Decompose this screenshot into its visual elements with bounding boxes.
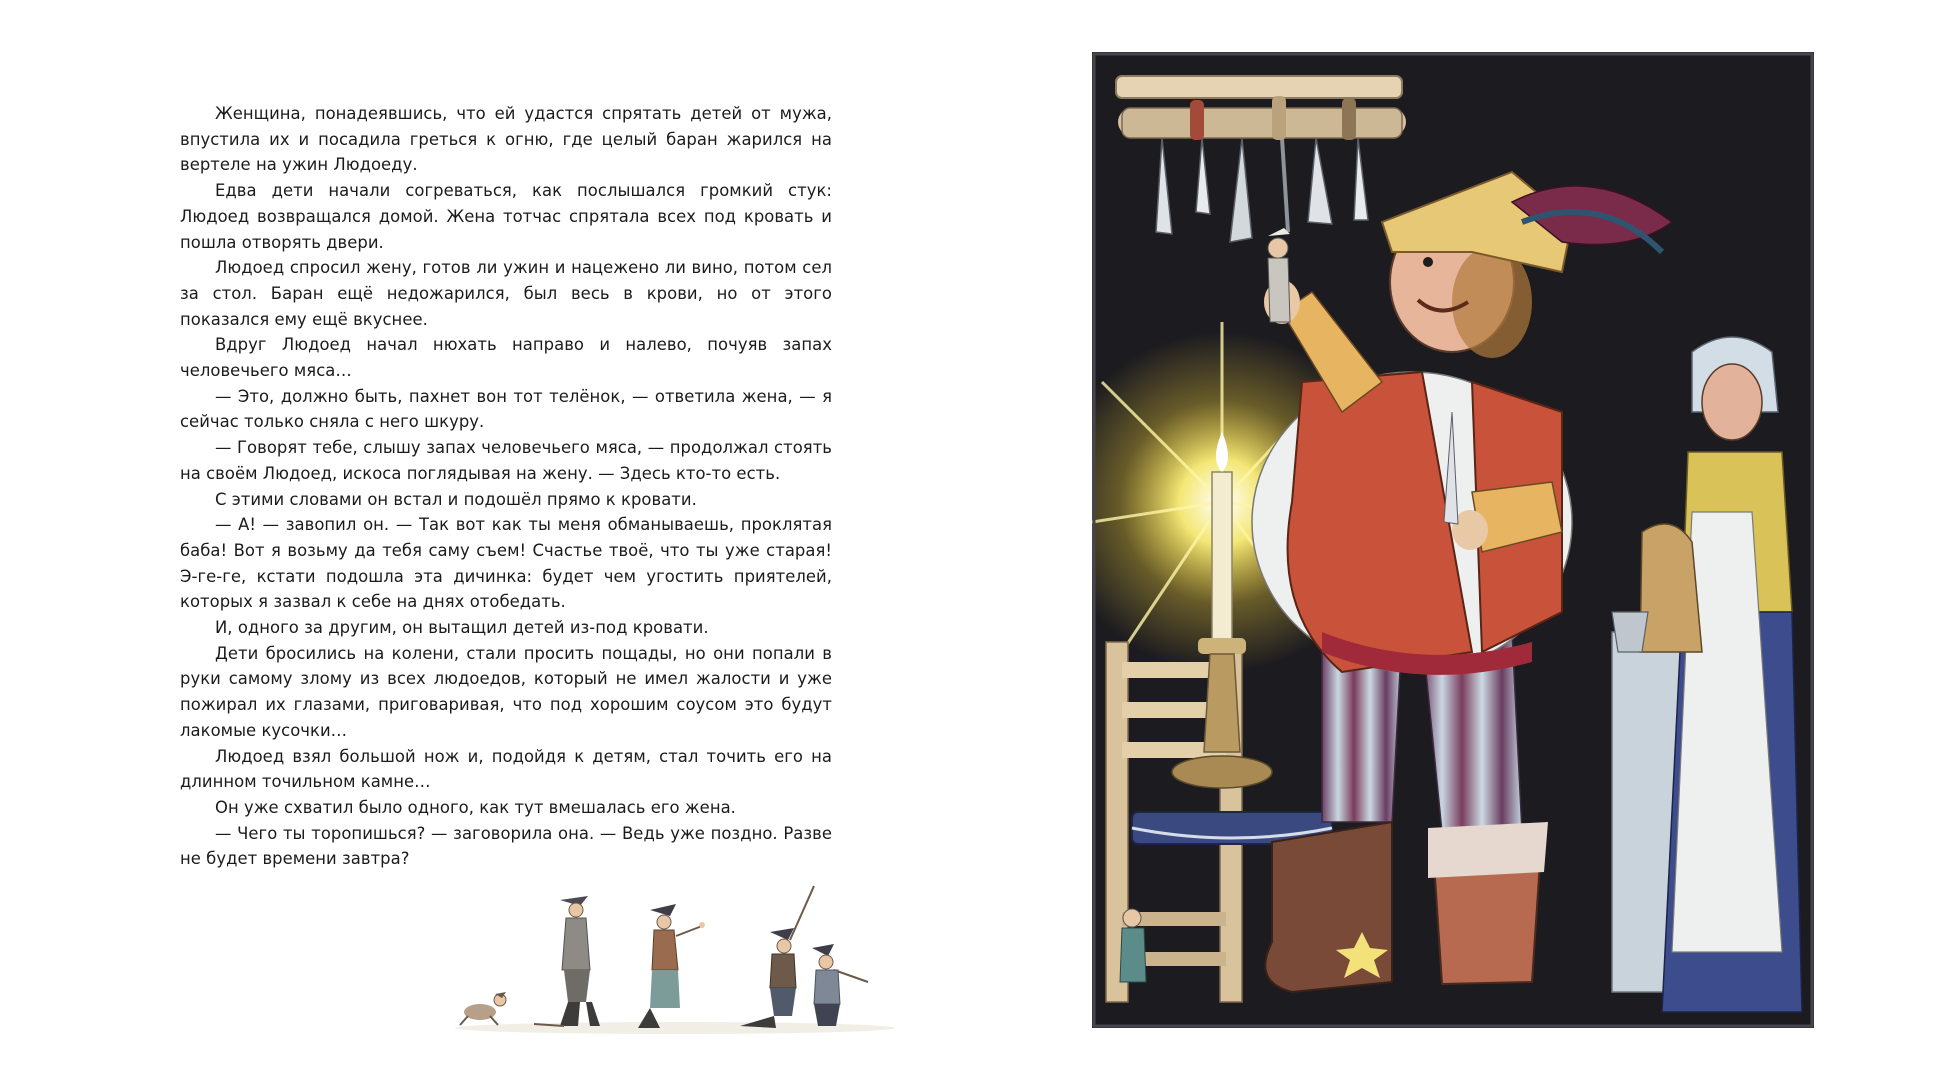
reaching-children-figures xyxy=(740,886,868,1028)
kneeling-child-figure xyxy=(534,896,600,1026)
paragraph-5: — Это, должно быть, пахнет вон тот телёнок, — ответила жена, — я сейчас только сняла с него шкуру. xyxy=(180,386,832,432)
paragraph-10: Дети бросились на колени, стали просить пощады, но они попали в руки самому злому из всех людоедов, который не имел жалости и уже пожирал их глазами, приговаривая, что под хорошим соусом это будут лакомые кусочки… xyxy=(180,643,832,740)
ogre-kitchen-illustration xyxy=(1092,52,1814,1028)
kneeling-children-illustration xyxy=(440,870,910,1040)
paragraph-3: Людоед спросил жену, готов ли ужин и нацежено ли вино, потом сел за стол. Баран ещё недожарился, был весь в крови, но от этого показался ему ещё вкуснее. xyxy=(180,258,832,329)
paragraph-2: Едва дети начали согреваться, как послышался громкий стук: Людоед возвращался домой. Жена тотчас спрятала всех под кровать и пошла отворять двери. xyxy=(180,181,832,252)
paragraph-6: — Говорят тебе, слышу запах человечьего мяса, — продолжал стоять на своём Людоед, искоса поглядывая на жену. — Здесь кто-то есть. xyxy=(180,438,832,483)
paragraph-11: Людоед взял большой нож и, подойдя к детям, стал точить его на длинном точильном камне… xyxy=(180,746,832,792)
crawling-child-figure xyxy=(460,992,506,1025)
story-text xyxy=(180,101,832,872)
paragraph-13: — Чего ты торопишься? — заговорила она. — Ведь уже поздно. Разве не будет времени завтра? xyxy=(180,823,832,869)
paragraph-8: — А! — завопил он. — Так вот как ты меня обманываешь, проклятая баба! Вот я возьму да тебя саму съем! Счастье твоё, что ты уже старая! Э-ге-ге, кстати подошла эта дичинка: будет чем угостить приятелей, которых я зазвал к себе на днях отобедать. xyxy=(180,515,832,612)
paragraph-7: С этими словами он встал и подошёл прямо к кровати. xyxy=(215,489,697,509)
paragraph-1: Женщина, понадеявшись, что ей удастся спрятать детей от мужа, впустила их и посадила греться к огню, где целый баран жарился на вертеле на ужин Людоеду. xyxy=(180,104,832,175)
paragraph-4: Вдруг Людоед начал нюхать направо и налево, почуяв запах человечьего мяса… xyxy=(180,335,832,381)
paragraph-12: Он уже схватил было одного, как тут вмешалась его жена. xyxy=(215,797,736,817)
praying-child-figure xyxy=(638,904,705,1028)
paragraph-9: И, одного за другим, он вытащил детей из-под кровати. xyxy=(215,618,709,638)
